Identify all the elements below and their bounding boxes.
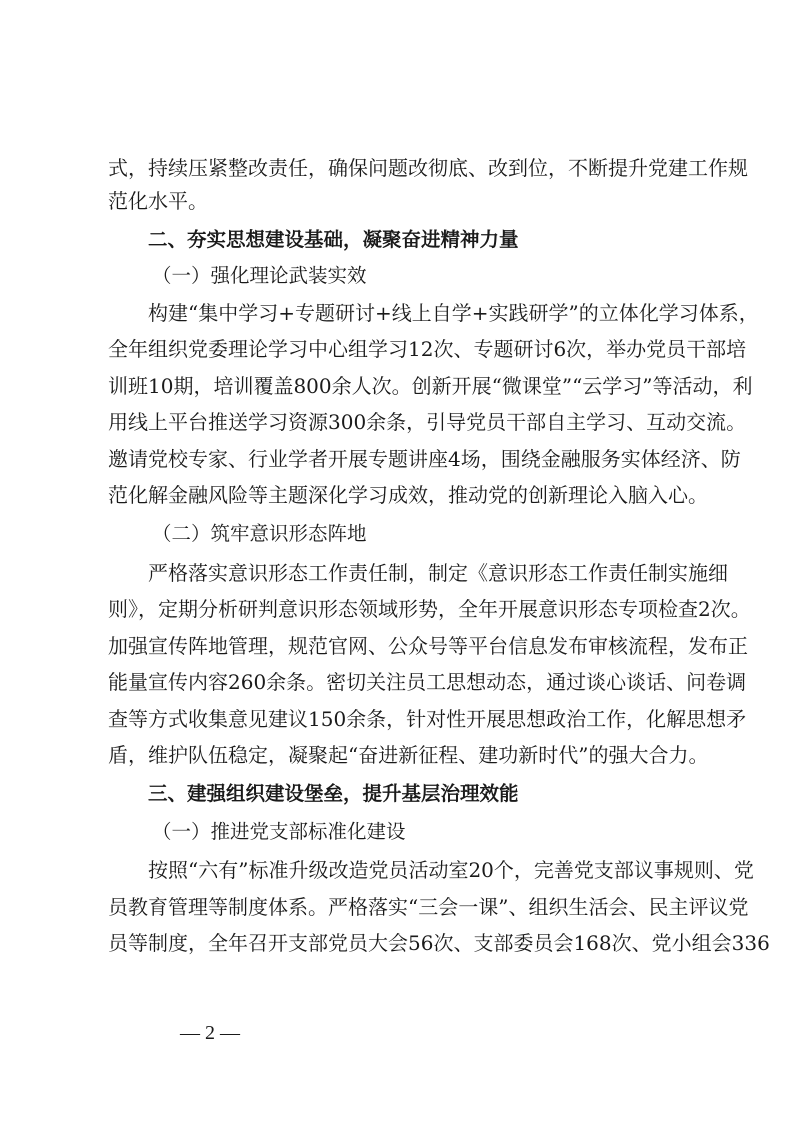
body-line: 用线上平台推送学习资源300余条，引导党员干部自主学习、互动交流。	[108, 410, 747, 434]
body-line: 查等方式收集意见建议150余条，针对性开展思想政治工作，化解思想矛	[108, 707, 747, 731]
page-number: — 2 —	[180, 1022, 240, 1044]
subsection-heading: （一）推进党支部标准化建设	[152, 820, 406, 843]
body-line: 能量宣传内容260余条。密切关注员工思想动态，通过谈心谈话、问卷调	[108, 670, 747, 694]
body-line: 盾，维护队伍稳定，凝聚起“奋进新征程、建功新时代”的强大合力。	[108, 743, 709, 767]
body-line: 员教育管理等制度体系。严格落实“三会一课”、组织生活会、民主评议党	[108, 895, 749, 919]
body-line: 严格落实意识形态工作责任制，制定《意识形态工作责任制实施细	[148, 561, 728, 585]
section-heading: 二、夯实思想建设基础，凝聚奋进精神力量	[148, 228, 519, 251]
body-line: 则》，定期分析研判意识形态领域形势，全年开展意识形态专项检查2次。	[108, 597, 751, 621]
body-line: 范化解金融风险等主题深化学习成效，推动党的创新理论入脑入心。	[108, 483, 708, 507]
body-line: 邀请党校专家、行业学者开展专题讲座4场，围绕金融服务实体经济、防	[108, 447, 741, 471]
body-line: 构建“集中学习+专题研讨+线上自学+实践研学”的立体化学习体系，	[148, 301, 759, 325]
subsection-heading: （一）强化理论武装实效	[152, 264, 367, 287]
section-heading: 三、建强组织建设堡垒，提升基层治理效能	[148, 782, 519, 805]
body-line: 按照“六有”标准升级改造党员活动室20个，完善党支部议事规则、党	[148, 858, 754, 882]
body-line: 范化水平。	[108, 189, 208, 213]
body-line: 式，持续压紧整改责任，确保问题改彻底、改到位，不断提升党建工作规	[108, 156, 748, 180]
body-line: 加强宣传阵地管理，规范官网、公众号等平台信息发布审核流程，发布正	[108, 634, 748, 658]
body-line: 全年组织党委理论学习中心组学习12次、专题研讨6次，举办党员干部培	[108, 337, 747, 361]
subsection-heading: （二）筑牢意识形态阵地	[152, 522, 367, 545]
body-line: 训班10期，培训覆盖800余人次。创新开展“微课堂”“云学习”等活动，利	[108, 374, 753, 398]
body-line: 员等制度，全年召开支部党员大会56次、支部委员会168次、党小组会336	[108, 931, 770, 955]
